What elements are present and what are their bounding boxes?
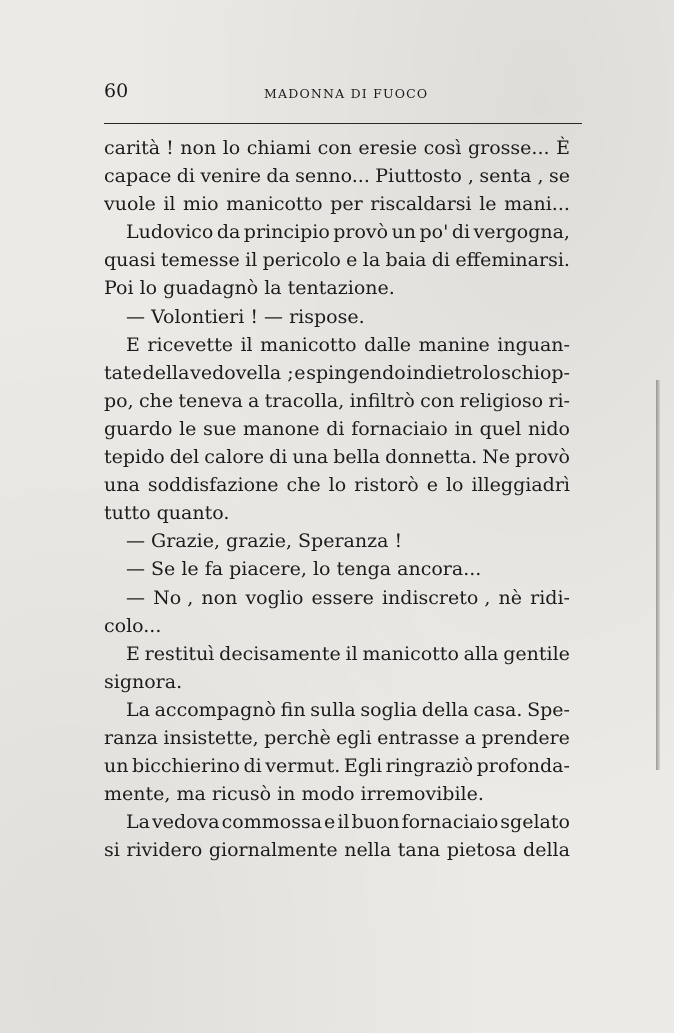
page-edge-shadow — [656, 380, 660, 770]
word: una — [292, 446, 329, 469]
word: insistette, — [163, 726, 259, 749]
word: della — [142, 361, 190, 384]
word: vedovella ; — [190, 361, 294, 384]
word: la — [362, 249, 381, 272]
word: non — [201, 586, 238, 609]
text-line — [104, 499, 570, 527]
word: se — [548, 165, 570, 188]
word: di — [451, 221, 471, 244]
word: da — [266, 165, 290, 188]
word: infiltrò — [349, 389, 415, 412]
word: vuole — [104, 193, 156, 216]
word: pericolo — [262, 249, 341, 272]
word: tracolla, — [264, 389, 345, 412]
word: e — [426, 474, 438, 497]
word: perchè — [264, 726, 331, 749]
word: a — [464, 726, 477, 749]
word: manicotto — [260, 333, 357, 356]
word: mio — [183, 193, 219, 216]
text-line — [104, 387, 570, 415]
text-line — [104, 162, 570, 190]
word: voglio — [245, 586, 304, 609]
word: capace — [104, 165, 172, 188]
word: quasi — [104, 249, 156, 272]
word: — Volontieri ! — rispose. — [126, 305, 365, 328]
word: una — [104, 474, 140, 497]
word: fin — [280, 698, 306, 721]
word: lo — [328, 474, 347, 497]
text-line — [104, 780, 570, 808]
word: decisamente — [219, 642, 341, 665]
page-number: 60 — [104, 80, 129, 102]
word: religioso — [459, 389, 544, 412]
word: ranza — [104, 726, 158, 749]
body-text — [104, 134, 570, 864]
word: il — [245, 249, 258, 272]
text-line — [104, 640, 570, 668]
word: provò — [333, 221, 389, 244]
word: con — [317, 137, 352, 159]
word: calore — [204, 446, 265, 469]
word: così — [423, 137, 462, 159]
word: a — [248, 389, 260, 412]
word: non — [180, 137, 217, 159]
text-line — [104, 274, 570, 302]
word: sue — [203, 417, 237, 440]
word: Poi lo guadagnò la tentazione. — [104, 277, 395, 300]
page-header — [104, 76, 574, 106]
word: signora. — [104, 670, 183, 693]
word: ristorò — [354, 474, 419, 497]
word: tutto quanto. — [104, 502, 230, 525]
word: tepido — [104, 446, 165, 469]
word: La — [126, 811, 150, 834]
word: il — [163, 193, 176, 216]
word: lo — [222, 137, 241, 159]
word: — Se le fa piacere, lo tenga ancora... — [126, 558, 482, 581]
word: E — [126, 333, 140, 356]
word: soglia — [360, 698, 418, 721]
word: della — [421, 698, 469, 721]
word: sgelato — [500, 811, 570, 834]
word: schiop- — [501, 361, 570, 384]
word: della — [523, 839, 570, 862]
word: casa. — [473, 698, 523, 721]
word: e — [294, 361, 306, 384]
word: alla — [463, 642, 499, 665]
text-line — [104, 415, 570, 443]
word: manone — [243, 417, 320, 440]
word: dalle — [364, 333, 412, 356]
word: pietosa — [446, 839, 517, 862]
word: giornalmente — [208, 839, 338, 862]
word: manicotto — [226, 193, 323, 216]
text-line — [104, 331, 570, 359]
word: carità ! — [104, 137, 174, 159]
word: gentile — [503, 642, 570, 665]
word: di — [243, 755, 262, 778]
word: accompagnò — [154, 698, 276, 721]
word: ricevette — [147, 333, 233, 356]
word: manine — [418, 333, 490, 356]
text-line — [104, 246, 570, 274]
word: bella — [333, 446, 381, 469]
word: — Grazie, grazie, Speranza ! — [126, 530, 403, 553]
word: teneva — [178, 389, 243, 412]
word: nido — [528, 417, 570, 440]
word: Spe- — [527, 698, 570, 721]
word: egli — [336, 726, 372, 749]
header-rule — [104, 123, 582, 124]
text-line — [104, 555, 570, 583]
word: che — [138, 389, 174, 412]
text-line — [104, 359, 570, 387]
word: illeggiadrì — [471, 474, 570, 497]
word: Egli — [343, 755, 383, 778]
text-line — [104, 190, 570, 218]
text-line — [104, 724, 570, 752]
word: per — [330, 193, 363, 216]
word: ringraziò — [385, 755, 474, 778]
text-line — [104, 584, 570, 612]
word: po' — [419, 221, 449, 244]
word: un — [391, 221, 417, 244]
word: in — [454, 417, 473, 440]
text-line — [104, 696, 570, 724]
word: le — [179, 417, 197, 440]
text-line — [104, 612, 570, 640]
word: di — [269, 446, 288, 469]
word: vedova — [151, 811, 220, 834]
word: Ne — [482, 446, 511, 469]
word: senta , — [479, 165, 544, 188]
word: mani... — [504, 193, 570, 216]
word: e — [346, 249, 358, 272]
word: chiami — [246, 137, 312, 159]
word: fornaciaio — [401, 811, 499, 834]
word: profonda- — [476, 755, 570, 778]
word: eresie — [358, 137, 418, 159]
word: restituì — [144, 642, 215, 665]
word: colo... — [104, 614, 162, 637]
word: soddisfazione — [147, 474, 279, 497]
word: del — [169, 446, 200, 469]
word: buon — [351, 811, 400, 834]
word: principio — [243, 221, 330, 244]
word: venire — [200, 165, 261, 188]
word: spingendo — [306, 361, 406, 384]
word: il — [240, 333, 253, 356]
word: Piuttosto , — [375, 165, 474, 188]
word: un — [104, 755, 129, 778]
running-title: MADONNA DI FUOCO — [264, 86, 429, 101]
word: guardo — [104, 417, 173, 440]
word: bicchierino — [132, 755, 240, 778]
word: di — [431, 249, 450, 272]
word: po, — [104, 389, 134, 412]
word: E — [126, 642, 140, 665]
word: che — [286, 474, 321, 497]
word: si — [104, 839, 120, 862]
word: con — [420, 389, 455, 412]
word: temesse — [160, 249, 240, 272]
text-line — [104, 218, 570, 246]
word: di — [326, 417, 345, 440]
word: nè — [498, 586, 523, 609]
text-line — [104, 471, 570, 499]
word: Ludovico — [126, 221, 214, 244]
word: essere — [311, 586, 374, 609]
word: ri- — [548, 389, 570, 412]
word: È — [556, 137, 570, 159]
word: senno... — [295, 165, 370, 188]
word: commossa — [221, 811, 323, 834]
word: da — [216, 221, 241, 244]
word: ridi- — [530, 586, 570, 609]
word: tate — [104, 361, 142, 384]
word: baia — [385, 249, 427, 272]
word: quel — [479, 417, 522, 440]
word: vergogna, — [473, 221, 570, 244]
text-line — [104, 752, 570, 780]
word: il — [337, 811, 350, 834]
word: sulla — [310, 698, 356, 721]
word: fornaciaio — [351, 417, 448, 440]
word: entrasse — [377, 726, 460, 749]
text-line — [104, 808, 570, 836]
word: le — [479, 193, 497, 216]
word: il — [345, 642, 358, 665]
word: provò — [515, 446, 570, 469]
word: effeminarsi. — [455, 249, 570, 272]
word: lo — [483, 361, 501, 384]
word: mente, ma ricusò in modo irremovibile. — [104, 783, 484, 806]
word: — — [126, 586, 145, 609]
word: tana — [397, 839, 441, 862]
word: No , — [153, 586, 194, 609]
word: prendere — [481, 726, 570, 749]
text-line — [104, 303, 570, 331]
word: nella — [344, 839, 392, 862]
word: indietro — [406, 361, 483, 384]
word: e — [324, 811, 336, 834]
word: indiscreto , — [381, 586, 491, 609]
text-line — [104, 527, 570, 555]
word: La — [126, 698, 150, 721]
word: riscaldarsi — [370, 193, 472, 216]
word: rividero — [126, 839, 203, 862]
word: di — [176, 165, 195, 188]
word: lo — [445, 474, 464, 497]
text-line — [104, 836, 570, 864]
word: grosse... — [468, 137, 550, 159]
word: inguan- — [497, 333, 570, 356]
word: vermut. — [265, 755, 341, 778]
text-line — [104, 134, 570, 162]
text-line — [104, 668, 570, 696]
text-line — [104, 443, 570, 471]
word: manicotto — [362, 642, 459, 665]
word: donnetta. — [385, 446, 478, 469]
